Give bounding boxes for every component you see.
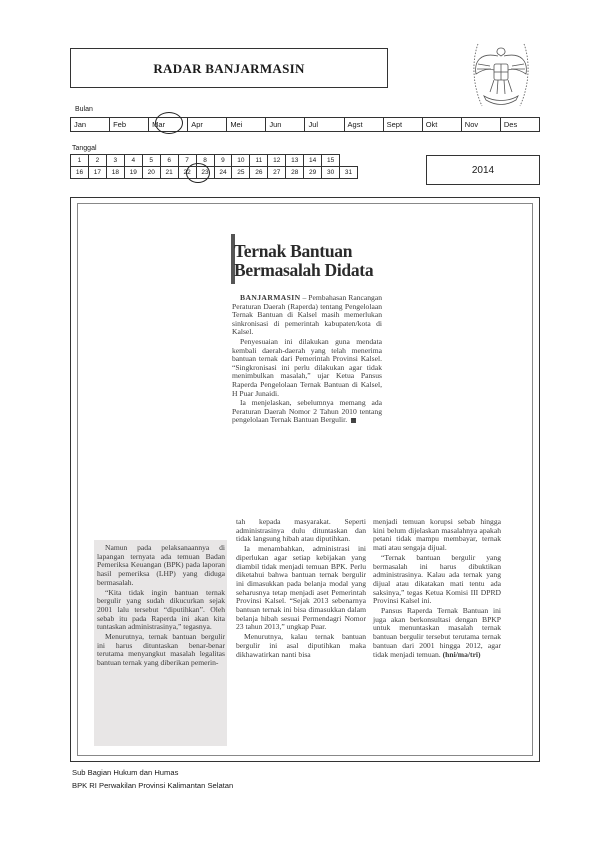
month-cell-sept: Sept [383,118,422,132]
year-value: 2014 [471,165,495,176]
day-cell: 25 [232,167,250,179]
year-box [426,155,540,185]
day-cell: 20 [142,167,160,179]
day-grid [70,154,358,179]
newspaper-name-box [70,48,388,88]
day-cell: 5 [142,155,160,167]
day-cell: 17 [88,167,106,179]
day-cell: 16 [71,167,89,179]
month-cell-jun: Jun [266,118,305,132]
month-cell-jul: Jul [305,118,344,132]
day-cell: 24 [214,167,232,179]
month-cell-des: Des [500,118,539,132]
selected-month-circle [155,112,183,134]
month-grid [70,117,540,132]
paragraph: Ia menambahkan, administrasi ini diperlukan agar setiap kebijakan yang diambil tidak menjadi temuan BPK. Perlu diketahui bahwa bantuan ternak bergulir ini dimasukkan pada belanja modal yang seharusnya tetap menjadi aset Pemerintah Provinsi Kalsel. “Sejak 2013 sebenarnya bantuan ternak ini bisa dimasukkan dalam belanja hibah sesuai Permendagri Nomor 23 tahun 2013,” ungkap Puar. [236,544,366,632]
day-cell: 15 [322,155,340,167]
paragraph [232,399,382,425]
day-cell: 1 [71,155,89,167]
article-column-right [373,518,501,660]
day-cell: 29 [304,167,322,179]
paragraph: Penyesuaian ini dilakukan guna mendata kembali daerah-daerah yang telah menerima bantuan ternak dari Pemerintah Provinsi Kalsel. “Singkronisasi ini perlu dilakukan agar tidak menimbulkan masalah,” ujar Ketua Pansus Raperda Pengelolaan Ternak Bantuan di Kalsel, H Puar Junaidi. [232,336,382,398]
day-cell: 18 [106,167,124,179]
garuda-emblem-icon [470,40,532,112]
dateline: BANJARMASIN [240,293,301,302]
month-cell-apr: Apr [188,118,227,132]
month-cell-okt: Okt [422,118,461,132]
empty-cell [340,155,358,167]
article-headline [234,242,384,280]
newspaper-name: RADAR BANJARMASIN [153,61,305,76]
month-cell-jan: Jan [71,118,110,132]
footer-office: BPK RI Perwakilan Provinsi Kalimantan Selatan [72,781,234,790]
paragraph: Menurutnya, kalau ternak bantuan bergulir ini asal diputihkan maka dikhawatirkan nanti bisa [236,632,366,659]
paragraph: tah kepada masyarakat. Seperti administrasinya dulu dituntaskan dan tidak langsung hibah atau diputihkan. [236,517,366,544]
selected-day-circle [186,163,210,183]
day-row [71,167,358,179]
day-cell: 21 [160,167,178,179]
day-cell: 10 [232,155,250,167]
paragraph-text: – Pembahasan Rancangan Peraturan Daerah (Raperda) tentang Pengelolaan Ternak Bantuan di Kalsel masih memerlukan sinkronisasi di pemerintah kabupaten/kota di Kalsel. [232,293,382,337]
month-caption: Bulan [75,106,93,113]
day-cell: 4 [124,155,142,167]
day-cell: 31 [340,167,358,179]
paragraph: “Kita tidak ingin bantuan ternak bergulir yang sudah dikucurkan sejak 2001 lalu tersebut “diputihkan”. Oleh sebab itu pada Raperda ini akan kita tuntaskan administrasinya,” tegasnya. [97,587,225,632]
day-cell: 13 [286,155,304,167]
paragraph: Namun pada pelaksanaannya di lapangan ternyata ada temuan Badan Pemeriksa Keuangan (BPK) pada laporan hasil pemeriksa (LHP) yang diduga bermasalah. [97,543,225,587]
author-initials: (hni/ma/tri) [442,649,481,659]
month-cell-agst: Agst [344,118,383,132]
footer-department: Sub Bagian Hukum dan Humas [72,768,179,777]
paragraph: menjadi temuan korupsi sebab hingga kini belum dijelaskan masalahnya apakah petani tidak mampu membayar, ternak mati atau sengaja dijual. [373,517,501,553]
month-cell-mar: Mar [149,118,188,132]
day-cell: 3 [106,155,124,167]
day-cell: 2 [88,155,106,167]
headline-line-2: Bermasalah Didata [234,260,374,280]
day-cell: 30 [322,167,340,179]
day-cell: 27 [268,167,286,179]
paragraph-text: Ia menjelaskan, sebelumnya memang ada Peraturan Daerah Nomor 2 Tahun 2010 tentang pengelolaan Ternak Bantuan Bergulir. [232,398,382,425]
paragraph-text: Pansus Raperda Ternak Bantuan ini juga akan berkonsultasi dengan BPKP untuk menuntaskan masalah ternak bantuan bergulir tersebut terutama ternak bantuan dari 2001 hingga 2012, agar tidak menjadi temuan. [373,606,501,659]
day-cell: 11 [250,155,268,167]
paragraph: Menurutnya, ternak bantuan bergulir ini harus dituntaskan benar-benar terutama menyangkut masalah legalitas bantuan ternak yang diberikan pemerin- [97,632,225,668]
day-row [71,155,358,167]
day-cell: 8 [196,155,214,167]
paragraph [232,294,382,337]
day-cell: 23 [196,167,214,179]
day-cell: 7 [178,155,196,167]
day-cell: 26 [250,167,268,179]
end-mark-icon [351,418,356,423]
article-column-middle [236,518,366,660]
day-cell: 6 [160,155,178,167]
day-cell: 28 [286,167,304,179]
article-column-left [97,544,225,669]
lead-article-text [232,294,382,426]
day-caption: Tanggal [72,145,97,152]
paragraph: “Ternak bantuan bergulir yang bermasalah ini harus dibuktikan administrasinya. Kalau ada ternak yang dijual atau dikatakan mati tentu ada saksinya,” tegas Ketua Komisi III DPRD Provinsi Kalsel ini. [373,552,501,606]
headline-line-1: Ternak Bantuan [234,241,353,261]
month-cell-nov: Nov [461,118,500,132]
day-cell: 12 [268,155,286,167]
day-cell: 9 [214,155,232,167]
paragraph [373,607,501,659]
day-cell: 14 [304,155,322,167]
month-cell-mei: Mei [227,118,266,132]
month-cell-feb: Feb [110,118,149,132]
day-cell-selected: 22 [178,167,196,179]
day-cell: 19 [124,167,142,179]
